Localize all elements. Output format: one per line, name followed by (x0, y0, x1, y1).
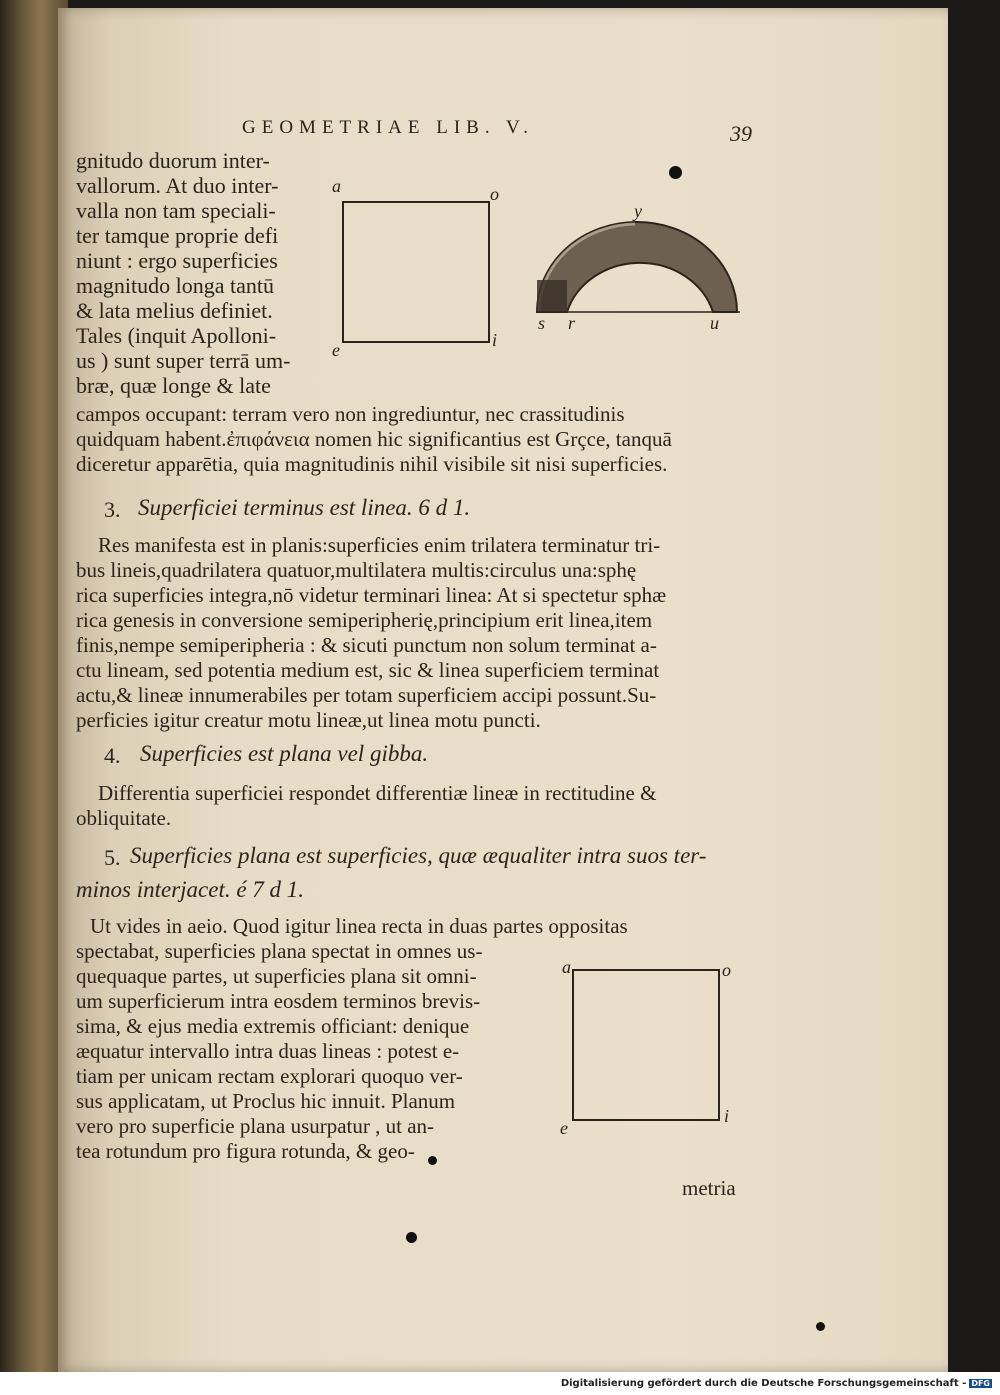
figure-label: r (568, 313, 576, 333)
section-heading: Superficies est plana vel gibba. (140, 741, 429, 766)
text-line: actu,& lineæ innumerabiles per totam superficiem accipi possunt.Su- (76, 683, 657, 707)
text-line: ter tamque proprie defi (76, 223, 279, 248)
text-line: sima, & ejus media extremis officiant: denique (76, 1014, 470, 1038)
credit-text: Digitalisierung gefördert durch die Deutsche Forschungsgemeinschaft - (560, 1378, 967, 1389)
ink-dot (406, 1232, 417, 1243)
digitization-credit (561, 1378, 992, 1389)
text-line: diceretur apparētia, quia magnitudinis nihil visibile sit nisi superficies. (76, 452, 668, 476)
text-line: spectabat, superficies plana spectat in omnes us- (76, 939, 483, 963)
section-heading: Superficiei terminus est linea. 6 d 1. (138, 495, 471, 520)
figure-label: e (560, 1118, 568, 1138)
text-line: vero pro superficie plana usurpatur , ut an- (76, 1114, 435, 1138)
figure-label: o (722, 960, 731, 980)
text-line: um superficierum intra eosdem terminos brevis- (76, 989, 481, 1013)
text-line: tea rotundum pro figura rotunda, & geo- (76, 1139, 415, 1163)
square-figure (342, 201, 490, 343)
figure-label: o (490, 184, 499, 204)
text-line: Res manifesta est in planis:superficies enim trilatera terminatur tri- (98, 533, 661, 557)
text-line: obliquitate. (76, 806, 172, 830)
text-line: æquatur intervallo intra duas lineas : potest e- (76, 1039, 460, 1063)
section-number: 4. (104, 743, 121, 768)
text-line: & lata melius definiet. (76, 298, 273, 323)
page-number: 39 (730, 121, 752, 146)
figure-label: i (724, 1106, 730, 1126)
catchword: metria (682, 1176, 736, 1200)
ink-dot (816, 1322, 825, 1331)
section-heading: minos interjacet. é 7 d 1. (76, 877, 305, 902)
text-line: Ut vides in aeio. Quod igitur linea recta in duas partes oppositas (90, 914, 628, 938)
text-line: gnitudo duorum inter- (76, 148, 270, 173)
figure-label: s (538, 313, 546, 333)
figure-label: i (492, 330, 498, 350)
figure-label: y (634, 201, 642, 221)
text-line: rica superficies integra,nō videtur terminari linea: At si spectetur sphæ (76, 583, 667, 607)
square-figure (572, 969, 720, 1121)
section-number: 5. (104, 845, 121, 870)
text-line: bræ, quæ longe & late (76, 373, 271, 398)
figure-label: e (332, 340, 340, 360)
ink-dot (428, 1156, 437, 1165)
text-line: rica genesis in conversione semiperipherię,principium erit linea,item (76, 608, 653, 632)
text-line: niunt : ergo superficies (76, 248, 278, 273)
text-line: us ) sunt super terrā um- (76, 348, 291, 373)
figure-label: u (710, 313, 719, 333)
ink-dot (669, 166, 682, 179)
section-number: 3. (104, 497, 121, 522)
text-line: finis,nempe semiperipheria : & sicuti punctum non solum terminat a- (76, 633, 657, 657)
text-line: bus lineis,quadrilatera quatuor,multilatera multis:circulus una:sphę (76, 558, 637, 582)
text-line: quidquam habent.ἐπιφάνεια nomen hic significantius est Grçce, tanquā (76, 427, 672, 451)
semicircle-band-figure (525, 200, 765, 325)
text-line: valla non tam speciali- (76, 198, 276, 223)
text-line: quequaque partes, ut superficies plana sit omni- (76, 964, 477, 988)
text-line: magnitudo longa tantū (76, 273, 274, 298)
text-line: perficies igitur creatur motu lineæ,ut linea motu puncti. (76, 708, 541, 732)
text-line: campos occupant: terram vero non ingrediuntur, nec crassitudinis (76, 402, 625, 426)
text-line: tiam per unicam rectam explorari quoquo ver- (76, 1064, 463, 1088)
section-heading: Superficies plana est superficies, quæ æqualiter intra suos ter- (130, 843, 707, 868)
text-line: Tales (inquit Apolloni- (76, 323, 277, 348)
running-title: GEOMETRIAE LIB. V. (242, 117, 535, 138)
text-line: vallorum. At duo inter- (76, 173, 279, 198)
text-line: Differentia superficiei respondet differentiæ lineæ in rectitudine & (98, 781, 657, 805)
text-line: ctu lineam, sed potentia medium est, sic & linea superficiem terminat (76, 658, 660, 682)
dfg-logo: DFG (971, 1379, 990, 1388)
figure-label: a (562, 957, 571, 977)
text-line: sus applicatam, ut Proclus hic innuit. Planum (76, 1089, 456, 1113)
figure-label: a (332, 176, 341, 196)
